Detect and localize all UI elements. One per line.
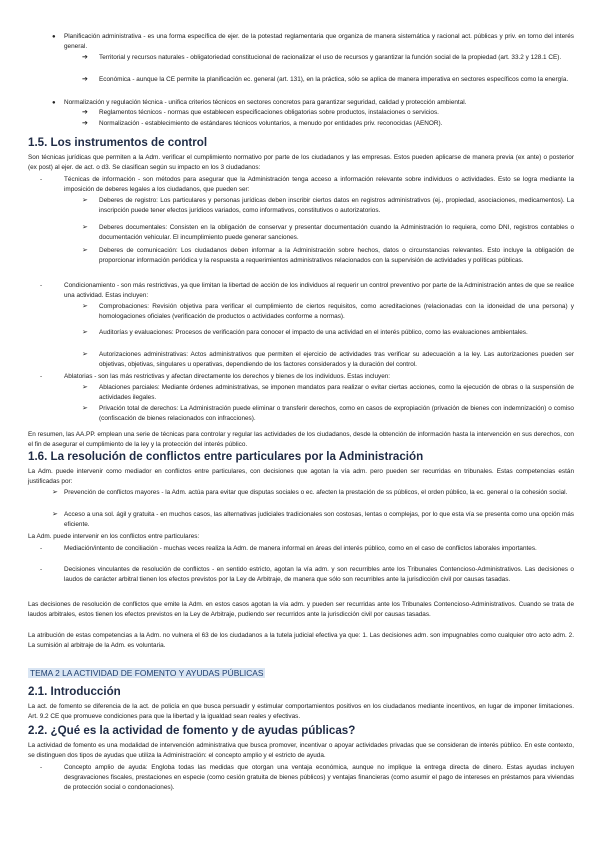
arrowhead-icon: ➢ bbox=[82, 247, 88, 254]
dash-icon: - bbox=[40, 545, 43, 552]
arrowhead-icon: ➢ bbox=[52, 511, 58, 518]
section-heading: 2.2. ¿Qué es la actividad de fomento y de ayudas públicas? bbox=[28, 724, 356, 737]
paragraph: Las decisiones de resolución de conflictos que emite la Adm. en estos casos agotan la vía adm. y pueden ser recurridas ante los Tribunales Contencioso-Administrativos. Cuando se trata de laudos arbitrales, estos tienen los efectos previstos en la Ley de Arbitraje, pudiendo ser recurridos ante la jurisdicción civil por causas tasadas. bbox=[28, 601, 574, 619]
chapter-title: TEMA 2 LA ACTIVIDAD DE FOMENTO Y AYUDAS PÚBLICAS bbox=[30, 668, 264, 678]
arrowhead-icon: ➢ bbox=[82, 197, 88, 204]
paragraph: Acceso a una sol. ágil y gratuita - en muchos casos, las alternativas judiciales tradicionales son costosas, lentas o complejas, por lo que esta vía se presenta como una opción más eficiente. bbox=[64, 511, 574, 529]
paragraph: La act. de fomento se diferencia de la act. de policía en que busca persuadir y estimular comportamientos positivos en los ciudadanos mediante incentivos, en lugar de imponer limitaciones. Art. 9.2 CE que promueve condiciones para que la libertad y la igualdad sean reales y efectivas. bbox=[28, 703, 574, 721]
paragraph: Deberes de registro: Los particulares y personas jurídicas deben inscribir ciertos datos en registros administrativos (ej., propiedad, asociaciones, medicamentos). La inscripción puede tener efectos jurídicos variados, como informativos, constitutivos o autorizatorios. bbox=[99, 197, 574, 215]
section-heading: 1.5. Los instrumentos de control bbox=[28, 136, 208, 149]
dash-icon: - bbox=[40, 566, 43, 573]
bullet-icon: ● bbox=[52, 100, 56, 106]
paragraph: La atribución de estas competencias a la Adm. no vulnera el 63 de los ciudadanos a la tutela judicial efectiva ya que: 1. Las decisiones adm. son impugnables como cualquier otro acto adm. 2. La sumisión al arbitraje de la Adm. es voluntaria. bbox=[28, 632, 574, 650]
section-heading: 2.1. Introducción bbox=[28, 685, 121, 698]
dash-icon: - bbox=[40, 176, 43, 183]
paragraph: Condicionamiento - son más restrictivas, ya que limitan la libertad de acción de los individuos al requerir un control preventivo por parte de la Administración antes de que se realice una actividad. Estas incluyen: bbox=[64, 282, 574, 300]
paragraph: Deberes de comunicación: Los ciudadanos deben informar a la Administración sobre hechos, datos o circunstancias relevantes. Esto incluye la obligación de proporcionar información periódica y la respuesta a requerimientos administrativos relacionados con la supervisión de actividades y políticas públicas. bbox=[99, 247, 574, 265]
arrowhead-icon: ➢ bbox=[82, 384, 88, 391]
paragraph: Normalización - establecimiento de estándares técnicos voluntarios, a menudo por entidades priv. reconocidas (AENOR). bbox=[99, 120, 443, 127]
paragraph: Privación total de derechos: La Administración puede eliminar o transferir derechos, como en casos de expropiación (privación de bienes con indemnización) o comiso (confiscación de bienes relacionados con infracciones). bbox=[99, 405, 574, 423]
paragraph: La Adm. puede intervenir en los conflictos entre particulares: bbox=[28, 533, 200, 540]
paragraph: Prevención de conflictos mayores - la Adm. actúa para evitar que disputas sociales o ec. afecten la prestación de ss públicos, el orden público, la ec. general o la cohesión social. bbox=[64, 489, 568, 496]
arrowhead-icon: ➢ bbox=[82, 303, 88, 310]
arrow-icon: ➔ bbox=[82, 54, 88, 61]
paragraph: Son técnicas jurídicas que permiten a la Adm. verificar el cumplimiento normativo por parte de los ciudadanos y las empresas. Estos pueden aplicarse de manera previa (ex ante) o posterior (ex post) al ejer. de act. o d3. Se clasifican según su impacto en los 3 ciudadanos: bbox=[28, 154, 574, 172]
paragraph: Autorizaciones administrativas: Actos administrativos que permiten el ejercicio de actividades tras verificar su adecuación a la ley. Las autorizaciones pueden ser objetivas, objetivas, singulares u operativas, dependiendo de los factores considerados y la duración del control. bbox=[99, 351, 574, 369]
arrowhead-icon: ➢ bbox=[82, 224, 88, 231]
paragraph: Mediación/intento de conciliación - muchas veces realiza la Adm. de manera informal en áreas del interés público, como en el caso de conflictos laborales importantes. bbox=[64, 545, 537, 552]
paragraph: Territorial y recursos naturales - obligatoriedad constitucional de racionalizar el uso de recursos y garantizar la función social de la propiedad (art. 33.2 y 128.1 CE). bbox=[99, 54, 562, 61]
paragraph: Normalización y regulación técnica - unifica criterios técnicos en sectores concretos para garantizar seguridad, calidad y protección ambiental. bbox=[64, 99, 467, 106]
arrow-icon: ➔ bbox=[82, 76, 88, 83]
section-heading: 1.6. La resolución de conflictos entre particulares por la Administración bbox=[28, 450, 424, 463]
arrowhead-icon: ➢ bbox=[82, 351, 88, 358]
paragraph: La Adm. puede intervenir como mediador en conflictos entre particulares, con decisiones que agotan la vía adm. pero pueden ser recurridas en tribunales. Estas competencias están justificadas por: bbox=[28, 468, 574, 486]
paragraph: Ablaciones parciales: Mediante órdenes administrativas, se imponen mandatos para realizar o evitar ciertas acciones, como la ejecución de obras o la suspensión de actividades ilegales. bbox=[99, 384, 574, 402]
paragraph: Decisiones vinculantes de resolución de conflictos - en sentido estricto, agotan la vía adm. y son recurribles ante los Tribunales Contencioso-Administrativos. Las decisiones o laudos de carácter arbitral tienen los efectos previstos por la Ley de Arbitraje, de manera que sólo son recurribles ante la jurisdicción civil por causas tasadas. bbox=[64, 566, 574, 584]
paragraph: Deberes documentales: Consisten en la obligación de conservar y presentar documentación cuando la Administración lo requiera, como DNI, registros contables o documentación vehicular. El incumplimiento puede generar sanciones. bbox=[99, 224, 574, 242]
paragraph: Ablatorias - son las más restrictivas y afectan directamente los derechos y bienes de los individuos. Estas incluyen: bbox=[64, 373, 391, 380]
arrowhead-icon: ➢ bbox=[82, 405, 88, 412]
arrow-icon: ➔ bbox=[82, 109, 88, 116]
paragraph: Económica - aunque la CE permite la planificación ec. general (art. 131), en la práctica, sólo se aplica de manera imperativa en sectores específicos como la energía. bbox=[99, 76, 569, 83]
paragraph: En resumen, las AA.PP. emplean una serie de técnicas para controlar y regular las actividades de los ciudadanos, desde la obtención de información hasta la intervención en sus derechos, con el fin de asegurar el cumplimiento de la ley y la protección del interés público. bbox=[28, 431, 574, 449]
paragraph: Técnicas de información - son métodos para asegurar que la Administración tenga acceso a información relevante sobre individuos o actividades. Esto se logra mediante la imposición de deberes legales a los ciudadanos, que pueden ser: bbox=[64, 176, 574, 194]
dash-icon: - bbox=[40, 764, 43, 771]
paragraph: La actividad de fomento es una modalidad de intervención administrativa que busca promover, incentivar o apoyar actividades privadas que se consideran de interés público. En este contexto, se distinguen dos tipos de ayudas que utiliza la Administración: el concepto amplio y el estricto de ayuda. bbox=[28, 742, 574, 760]
paragraph: Auditorías y evaluaciones: Procesos de verificación para conocer el impacto de una actividad en el interés público, como las evaluaciones ambientales. bbox=[99, 329, 528, 336]
arrowhead-icon: ➢ bbox=[82, 329, 88, 336]
paragraph: Comprobaciones: Revisión objetiva para verificar el cumplimiento de ciertos requisitos, como acreditaciones (relacionadas con la idoneidad de una persona) y homologaciones oficiales (verificación de productos o actividades conforme a normas). bbox=[99, 303, 574, 321]
paragraph: Concepto amplio de ayuda: Engloba todas las medidas que otorgan una ventaja económica, aunque no implique la entrega directa de dinero. Estas ayudas incluyen desgravaciones fiscales, prestaciones en especie (como cesión gratuita de bienes públicos) y ventajas financieras (como asumir el pago de intereses en préstamos para viviendas de protección social o condonaciones). bbox=[64, 764, 574, 792]
paragraph: Planificación administrativa - es una forma específica de ejer. de la potestad reglamentaria que organiza de manera sistemática y racional act. públicas y priv. en torno del interés general. bbox=[64, 33, 574, 51]
arrowhead-icon: ➢ bbox=[52, 489, 58, 496]
paragraph: Reglamentos técnicos - normas que establecen especificaciones obligatorias sobre productos, instalaciones o servicios. bbox=[99, 109, 439, 116]
dash-icon: - bbox=[40, 282, 43, 289]
dash-icon: - bbox=[40, 373, 43, 380]
arrow-icon: ➔ bbox=[82, 120, 88, 127]
bullet-icon: ● bbox=[52, 34, 56, 40]
